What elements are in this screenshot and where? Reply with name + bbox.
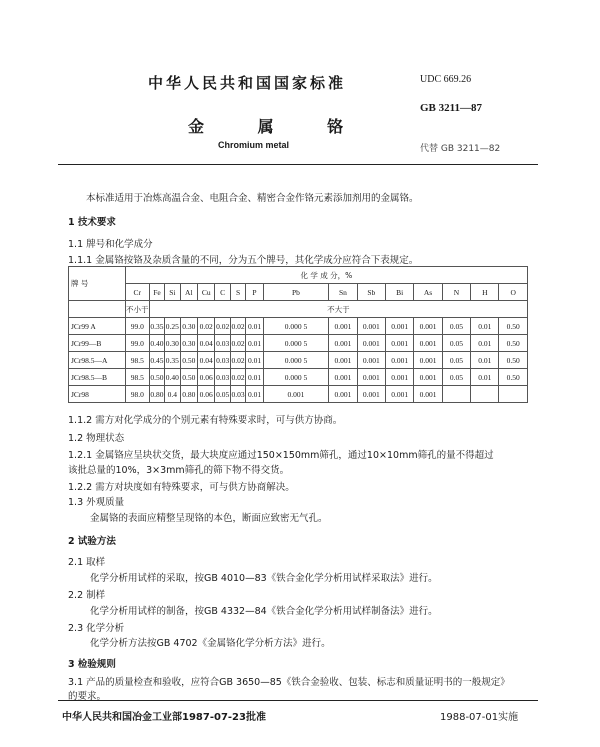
value-cell: 0.02 [230, 352, 245, 369]
footer-rule [58, 700, 538, 701]
value-cell: 0.001 [329, 386, 357, 403]
value-cell: 0.03 [215, 335, 230, 352]
value-cell: 0.000 5 [263, 352, 328, 369]
value-cell: 0.01 [471, 318, 499, 335]
value-cell: 0.001 [329, 335, 357, 352]
value-cell: 0.05 [442, 352, 470, 369]
column-header: Bi [385, 284, 413, 301]
clause-2-3: 2.3 化学分析 [68, 623, 125, 634]
max-label: 不大于 [149, 301, 527, 318]
value-cell: 99.0 [125, 318, 149, 335]
value-cell: 0.02 [230, 335, 245, 352]
column-header: Al [180, 284, 197, 301]
clause-1-2-1-line1: 1.2.1 金属铬应呈块状交货，最大块度应通过150×150mm筛孔，通过10×10mm筛孔的量不得超过 [68, 450, 494, 461]
value-cell: 0.50 [499, 352, 528, 369]
standard-number: GB 3211—87 [420, 102, 483, 114]
document-title: 金 属 铬 [188, 117, 368, 136]
value-cell: 98.5 [125, 352, 149, 369]
grade-cell: JCr98.5—B [69, 369, 126, 386]
value-cell: 0.001 [385, 386, 413, 403]
limit-row [69, 301, 528, 318]
value-cell: 0.000 5 [263, 369, 328, 386]
grade-header: 牌 号 [69, 267, 126, 301]
value-cell: 0.001 [329, 318, 357, 335]
value-cell: 0.02 [198, 318, 215, 335]
value-cell: 0.01 [471, 369, 499, 386]
value-cell: 0.01 [246, 318, 263, 335]
grade-cell: JCr98 [69, 386, 126, 403]
column-header: Sn [329, 284, 357, 301]
value-cell: 0.50 [499, 318, 528, 335]
value-cell: 0.50 [499, 335, 528, 352]
grade-cell: JCr99 A [69, 318, 126, 335]
value-cell: 0.04 [198, 352, 215, 369]
value-cell: 0.01 [471, 335, 499, 352]
value-cell: 0.001 [357, 386, 385, 403]
value-cell: 0.05 [442, 335, 470, 352]
value-cell: 98.0 [125, 386, 149, 403]
grade-cell: JCr98.5—A [69, 352, 126, 369]
column-header: Si [165, 284, 180, 301]
value-cell: 0.001 [357, 335, 385, 352]
value-cell: 0.001 [385, 369, 413, 386]
value-cell: 0.02 [230, 369, 245, 386]
clause-1-2-2: 1.2.2 需方对块度如有特殊要求，可与供方协商解决。 [68, 482, 295, 493]
value-cell: 0.35 [149, 318, 164, 335]
column-header: Sb [357, 284, 385, 301]
value-cell: 0.45 [149, 352, 164, 369]
value-cell: 0.000 5 [263, 335, 328, 352]
value-cell: 0.50 [149, 369, 164, 386]
value-cell [471, 386, 499, 403]
table-caption-row [69, 267, 528, 284]
clause-1-1-2: 1.1.2 需方对化学成分的个别元素有特殊要求时，可与供方协商。 [68, 415, 343, 426]
value-cell: 0.03 [215, 352, 230, 369]
column-header: As [414, 284, 442, 301]
clause-2-1: 2.1 取样 [68, 557, 106, 568]
value-cell: 0.30 [165, 335, 180, 352]
value-cell: 0.40 [165, 369, 180, 386]
value-cell: 0.000 5 [263, 318, 328, 335]
effective-date: 1988-07-01实施 [440, 712, 519, 723]
table-row [69, 335, 528, 352]
column-header: C [215, 284, 230, 301]
value-cell: 0.03 [230, 386, 245, 403]
value-cell: 0.01 [246, 386, 263, 403]
value-cell: 0.30 [180, 318, 197, 335]
clause-3-1-line2: 的要求。 [68, 691, 107, 702]
value-cell: 0.001 [414, 386, 442, 403]
value-cell: 0.06 [198, 386, 215, 403]
table-row [69, 352, 528, 369]
value-cell: 0.05 [442, 369, 470, 386]
value-cell: 0.001 [357, 352, 385, 369]
value-cell: 0.80 [180, 386, 197, 403]
value-cell: 0.40 [149, 335, 164, 352]
value-cell: 99.0 [125, 335, 149, 352]
column-header: Fe [149, 284, 164, 301]
chemical-composition-table [68, 266, 528, 403]
grade-cell: JCr99—B [69, 335, 126, 352]
value-cell: 0.001 [263, 386, 328, 403]
element-header-row [69, 284, 528, 301]
value-cell: 0.80 [149, 386, 164, 403]
column-header: Pb [263, 284, 328, 301]
min-label: 不小于 [125, 301, 149, 318]
value-cell: 0.50 [180, 352, 197, 369]
clause-1-3: 1.3 外观质量 [68, 497, 125, 508]
value-cell: 0.001 [385, 318, 413, 335]
value-cell: 0.4 [165, 386, 180, 403]
section-1-heading: 1 技术要求 [68, 217, 116, 228]
value-cell: 0.35 [165, 352, 180, 369]
value-cell: 0.50 [499, 369, 528, 386]
table-row [69, 369, 528, 386]
approval-note: 中华人民共和国冶金工业部1987-07-23批准 [62, 712, 266, 723]
value-cell: 0.001 [414, 318, 442, 335]
value-cell: 0.01 [246, 369, 263, 386]
clause-2-2: 2.2 制样 [68, 590, 106, 601]
value-cell: 0.001 [329, 352, 357, 369]
clause-1-3-text: 金属铬的表面应精整呈现铬的本色，断面应致密无气孔。 [90, 513, 328, 524]
value-cell: 0.001 [385, 352, 413, 369]
section-2-heading: 2 试验方法 [68, 536, 116, 547]
value-cell: 0.01 [471, 352, 499, 369]
value-cell: 0.001 [414, 352, 442, 369]
table-row [69, 318, 528, 335]
value-cell: 98.5 [125, 369, 149, 386]
value-cell [442, 386, 470, 403]
value-cell: 0.01 [246, 335, 263, 352]
value-cell: 0.02 [215, 318, 230, 335]
value-cell: 0.02 [230, 318, 245, 335]
document-org: 中华人民共和国国家标准 [148, 74, 347, 92]
table-caption: 化 学 成 分，% [125, 267, 527, 284]
clause-3-1-line1: 3.1 产品的质量检查和验收，应符合GB 3650—85《铁合金验收、包装、标志和质量证明书的一般规定》 [68, 677, 510, 688]
value-cell: 0.001 [329, 369, 357, 386]
clause-2-1-text: 化学分析用试样的采取，按GB 4010—83《铁合金化学分析用试样采取法》进行。 [90, 573, 438, 584]
value-cell: 0.001 [357, 318, 385, 335]
clause-1-1-1: 1.1.1 金属铬按铬及杂质含量的不同，分为五个牌号，其化学成分应符合下表规定。 [68, 255, 419, 266]
value-cell: 0.001 [414, 335, 442, 352]
table-row [69, 386, 528, 403]
column-header: H [471, 284, 499, 301]
value-cell: 0.04 [198, 335, 215, 352]
clause-2-3-text: 化学分析方法按GB 4702《金属铬化学分析方法》进行。 [90, 638, 331, 649]
value-cell: 0.03 [215, 369, 230, 386]
clause-1-2: 1.2 物理状态 [68, 433, 125, 444]
value-cell: 0.25 [165, 318, 180, 335]
column-header: P [246, 284, 263, 301]
clause-1-1: 1.1 牌号和化学成分 [68, 239, 153, 250]
value-cell: 0.05 [442, 318, 470, 335]
header-rule [58, 164, 538, 165]
udc-code: UDC 669.26 [420, 74, 472, 85]
value-cell: 0.05 [215, 386, 230, 403]
column-header: Cr [125, 284, 149, 301]
value-cell: 0.001 [385, 335, 413, 352]
clause-2-2-text: 化学分析用试样的制备，按GB 4332—84《铁合金化学分析用试样制备法》进行。 [90, 606, 438, 617]
value-cell: 0.06 [198, 369, 215, 386]
column-header: O [499, 284, 528, 301]
value-cell: 0.001 [357, 369, 385, 386]
value-cell: 0.001 [414, 369, 442, 386]
column-header: N [442, 284, 470, 301]
scope-paragraph: 本标准适用于冶炼高温合金、电阻合金、精密合金作铬元素添加剂用的金属铬。 [86, 193, 419, 204]
column-header: S [230, 284, 245, 301]
replaces-note: 代替 GB 3211—82 [420, 144, 501, 154]
section-3-heading: 3 检验规则 [68, 659, 116, 670]
value-cell: 0.50 [180, 369, 197, 386]
document-title-en: Chromium metal [218, 140, 290, 150]
clause-1-2-1-line2: 该批总量的10%，3×3mm筛孔的筛下物不得交货。 [68, 465, 290, 476]
column-header: Cu [198, 284, 215, 301]
value-cell: 0.30 [180, 335, 197, 352]
value-cell [499, 386, 528, 403]
value-cell: 0.01 [246, 352, 263, 369]
